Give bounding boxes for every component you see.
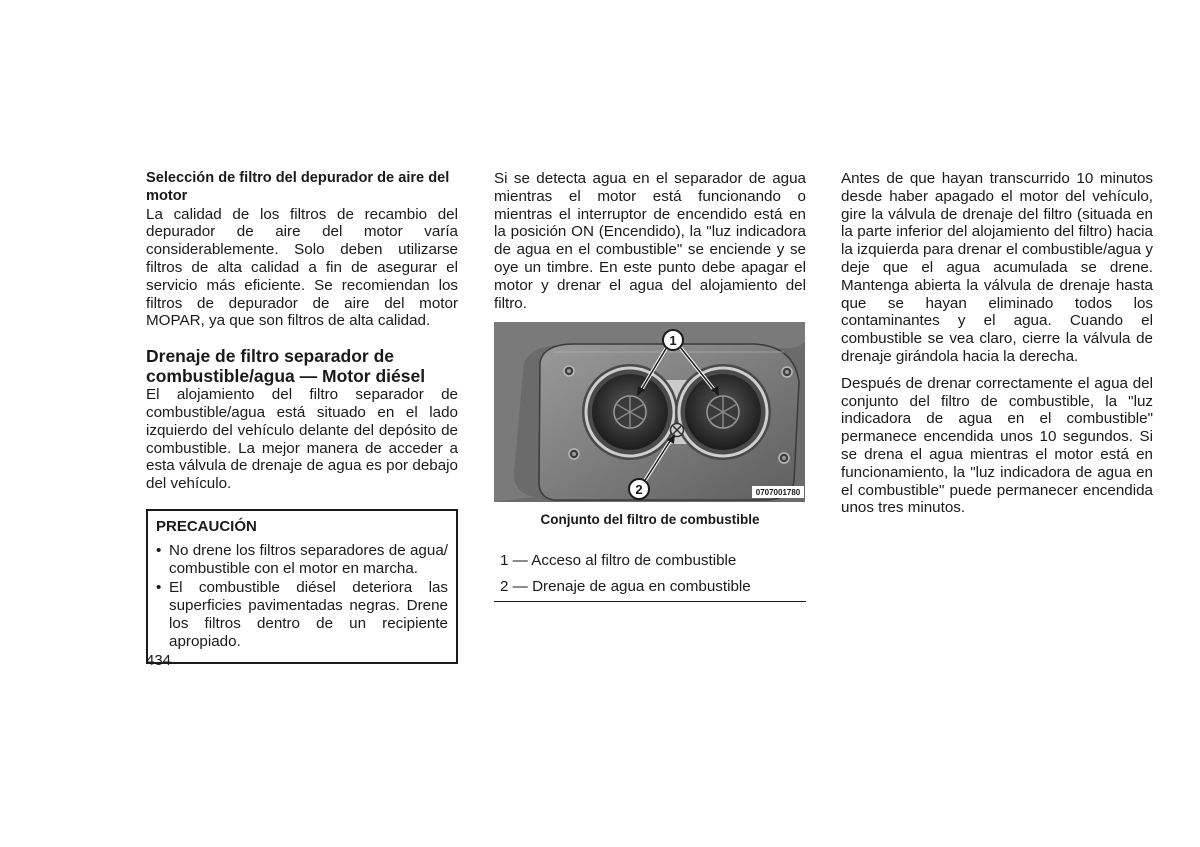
- caution-title: PRECAUCIÓN: [156, 517, 257, 535]
- callout-1-label: 1: [669, 333, 677, 349]
- page-number: 434: [146, 652, 172, 669]
- caution-box: [146, 509, 458, 664]
- caution-bullet-text: El combustible diésel deteriora las superficies pavimentadas negras. Drene los filtros dentro de un recipiente apropiado.: [169, 579, 448, 650]
- bullet-dot-icon: •: [156, 541, 162, 559]
- legend-item: 1 — Acceso al filtro de combustible: [500, 552, 737, 570]
- figure-legend: [494, 548, 806, 602]
- left-column: [146, 170, 458, 664]
- callout-1: [663, 330, 683, 350]
- figure-caption: Conjunto del filtro de combustible: [540, 512, 760, 528]
- drain-procedure-paragraph: Antes de que hayan transcurrido 10 minutos desde haber apagado el motor del vehículo, gire la válvula de drenaje del filtro (situada en la parte inferior del alojamiento del filtro) hacia la izquierda para drenar el combustible/agua y deje que el agua acumulada se drene. Mantenga abierta la válvula de drenaje hasta que se hayan eliminado todos los contaminantes y el agua. Cuando el combustible se vea claro, cierre la válvula de drenaje girándola hacia la derecha.: [841, 170, 1153, 365]
- caution-bullet: [156, 542, 448, 578]
- water-detect-paragraph: Si se detecta agua en el separador de agua mientras el motor está funcionando o mientras el interruptor de encendido está en la posición ON (Encendido), la "luz indicadora de agua en el combustible" se enciende y se oye un timbre. En este punto debe apagar el motor y drenar el agua del alojamiento del filtro.: [494, 170, 806, 312]
- legend-item: 2 — Drenaje de agua en combustible: [500, 578, 751, 596]
- after-drain-paragraph: Después de drenar correctamente el agua del conjunto del filtro de combustible, la "luz indicadora de agua en el combustible" permanece encendida unos 10 segundos. Si se drena el agua mientras el motor está en funcionamiento, la "luz indicadora de agua en el combustible" puede permanecer encendida unos tres minutos.: [841, 374, 1153, 517]
- section-heading: Drenaje de filtro separador de combustible/agua — Motor diésel: [146, 346, 426, 387]
- air-filter-subheading: Selección de filtro del depurador de aire del motor: [146, 170, 450, 204]
- callout-2-label: 2: [635, 482, 643, 498]
- figure-code: 0707001780: [755, 488, 801, 498]
- middle-column: [494, 170, 806, 602]
- fuel-filter-figure: [494, 322, 805, 502]
- right-column: [841, 170, 1153, 517]
- bullet-dot-icon: •: [156, 579, 162, 597]
- legend-divider: [494, 601, 806, 602]
- fuel-filter-illustration: [494, 322, 805, 502]
- caution-bullet-text: No drene los filtros separadores de agua/ combustible con el motor en marcha.: [169, 541, 448, 577]
- air-filter-paragraph: La calidad de los filtros de recambio del depurador de aire del motor varía considerablemente. Solo deben utilizarse filtros de alta calidad a fin de asegurar el servicio más eficiente. Se recomiendan los filtros de depurador de aire del motor MOPAR, ya que son filtros de alta calidad.: [146, 205, 458, 330]
- filter-location-paragraph: El alojamiento del filtro separador de combustible/agua está situado en el lado izquierdo del vehículo delante del depósito de combustible. La mejor manera de acceder a esta válvula de drenaje de agua es por debajo del vehículo.: [146, 386, 458, 493]
- caution-bullet: [156, 579, 448, 650]
- callout-2: [629, 479, 649, 499]
